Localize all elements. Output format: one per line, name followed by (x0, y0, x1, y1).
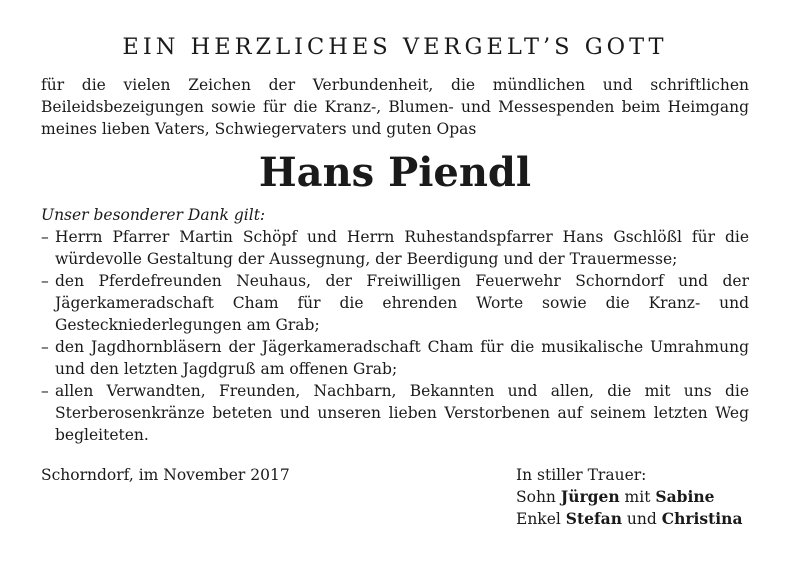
mourners-line-son (516, 486, 742, 508)
place-date: Schorndorf, im November 2017 (41, 466, 290, 484)
thanks-list (41, 226, 749, 446)
dash-bullet: – (41, 272, 49, 290)
conjunction: mit (624, 488, 651, 506)
notice-heading: EIN HERZLICHES VERGELT’S GOTT (122, 34, 668, 60)
thanks-item (41, 380, 749, 446)
mourners-intro: In stiller Trauer: (516, 466, 647, 484)
conjunction: und (626, 510, 657, 528)
relation-label: Enkel (516, 510, 561, 528)
intro-paragraph: für die vielen Zeichen der Verbundenheit, die mündlichen und schriftlichen Beileidsbezeigungen sowie für die Kranz-, Blumen- und Messespenden beim Heimgang meines lieben Vaters, Schwiegervaters und guten Opas (41, 76, 749, 138)
dash-bullet: – (41, 382, 49, 400)
thanks-item (41, 226, 749, 270)
thanks-item-text: Herrn Pfarrer Martin Schöpf und Herrn Ruhestandspfarrer Hans Gschlößl für die würdevolle Gestaltung der Aussegnung, der Beerdigung und der Trauermesse; (55, 228, 749, 268)
thanks-item-text: den Pferdefreunden Neuhaus, der Freiwilligen Feuerwehr Schorndorf und der Jägerkameradschaft Cham für die ehrenden Worte sowie die Kranz- und Gesteckniederlegungen am Grab; (55, 272, 749, 334)
thanks-item-text: den Jagdhornbläsern der Jägerkameradschaft Cham für die musikalische Umrahmung und den letzten Jagdgruß am offenen Grab; (55, 338, 749, 378)
thanks-item (41, 336, 749, 380)
mourner-name: Stefan (565, 509, 622, 528)
thanks-item (41, 270, 749, 336)
mourners-block (516, 464, 742, 530)
thanks-intro: Unser besonderer Dank gilt: (41, 206, 266, 224)
relation-label: Sohn (516, 488, 556, 506)
deceased-name: Hans Piendl (258, 149, 532, 196)
mourners-line-grandchildren (516, 508, 742, 530)
dash-bullet: – (41, 228, 49, 246)
mourner-name: Christina (661, 509, 743, 528)
mourner-name: Jürgen (560, 487, 620, 506)
dash-bullet: – (41, 338, 49, 356)
mourner-name: Sabine (655, 487, 715, 506)
thanks-item-text: allen Verwandten, Freunden, Nachbarn, Bekannten und allen, die mit uns die Sterberosenkränze beteten und unseren lieben Verstorbenen auf seinem letzten Weg begleiteten. (55, 382, 749, 444)
